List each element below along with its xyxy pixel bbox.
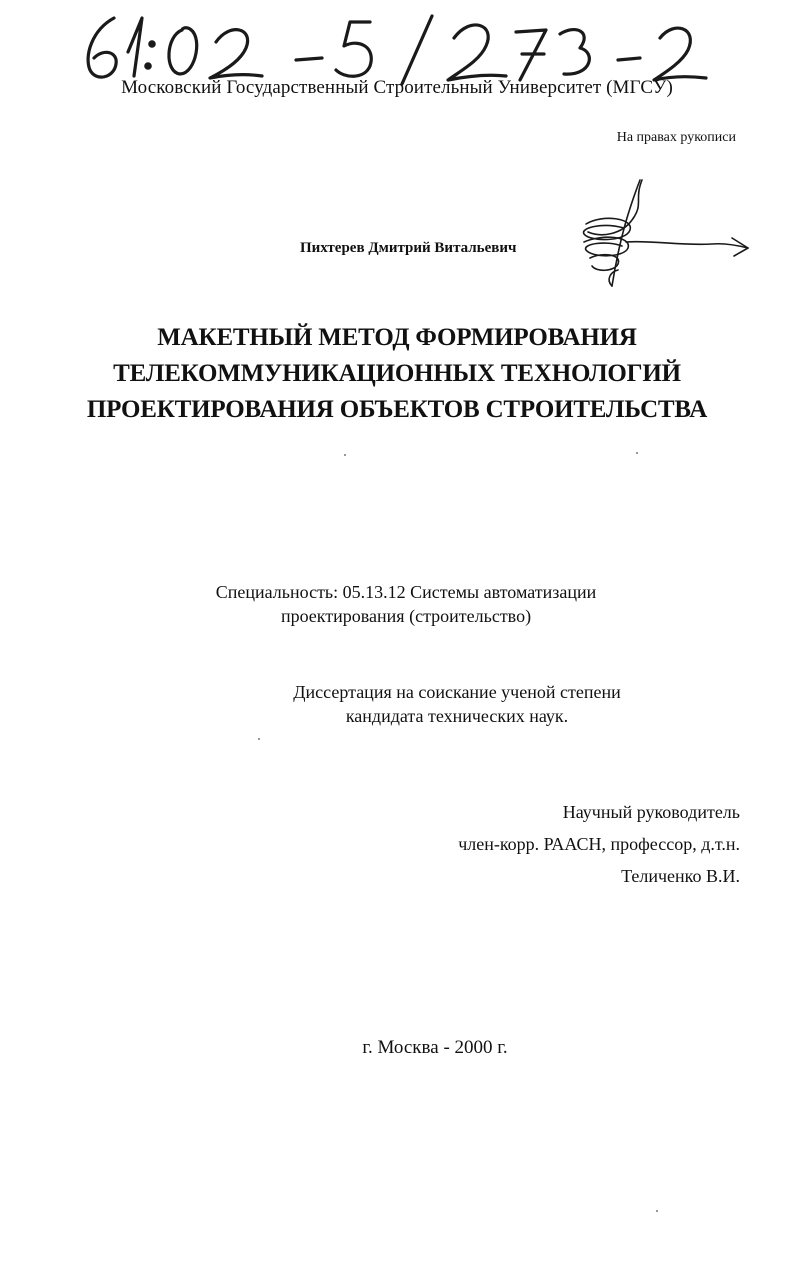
author-name: Пихтерев Дмитрий Витальевич — [300, 240, 517, 256]
signature-drawing — [572, 176, 752, 291]
scan-speck — [656, 1210, 658, 1212]
specialty-block — [0, 580, 794, 628]
dissertation-title — [0, 320, 794, 428]
scan-speck — [344, 454, 346, 456]
specialty-line-1: Специальность: 05.13.12 Системы автоматизации — [215, 582, 597, 602]
supervisor-name: Теличенко В.И. — [621, 866, 740, 886]
specialty-line-2: проектирования (строительство) — [280, 606, 532, 626]
title-line-3: ПРОЕКТИРОВАНИЯ ОБЪЕКТОВ СТРОИТЕЛЬСТВА — [86, 396, 708, 423]
author-signature — [572, 176, 752, 291]
degree-line-1: Диссертация на соискание ученой степени — [293, 682, 621, 702]
supervisor-block — [380, 796, 740, 892]
rights-note: На правах рукописи — [616, 130, 736, 145]
city-year: г. Москва - 2000 г. — [362, 1037, 508, 1058]
scan-speck — [258, 738, 260, 740]
scan-speck — [636, 452, 638, 454]
university-name: Московский Государственный Строительный Университет (МГСУ) — [121, 77, 673, 98]
dissertation-degree-block — [60, 680, 794, 728]
supervisor-role: Научный руководитель — [562, 802, 740, 822]
title-line-1: МАКЕТНЫЙ МЕТОД ФОРМИРОВАНИЯ — [157, 324, 637, 351]
supervisor-position: член-корр. РААСН, профессор, д.т.н. — [458, 834, 740, 854]
degree-line-2: кандидата технических наук. — [345, 706, 569, 726]
title-line-2: ТЕЛЕКОММУНИКАЦИОННЫХ ТЕХНОЛОГИЙ — [113, 360, 681, 387]
